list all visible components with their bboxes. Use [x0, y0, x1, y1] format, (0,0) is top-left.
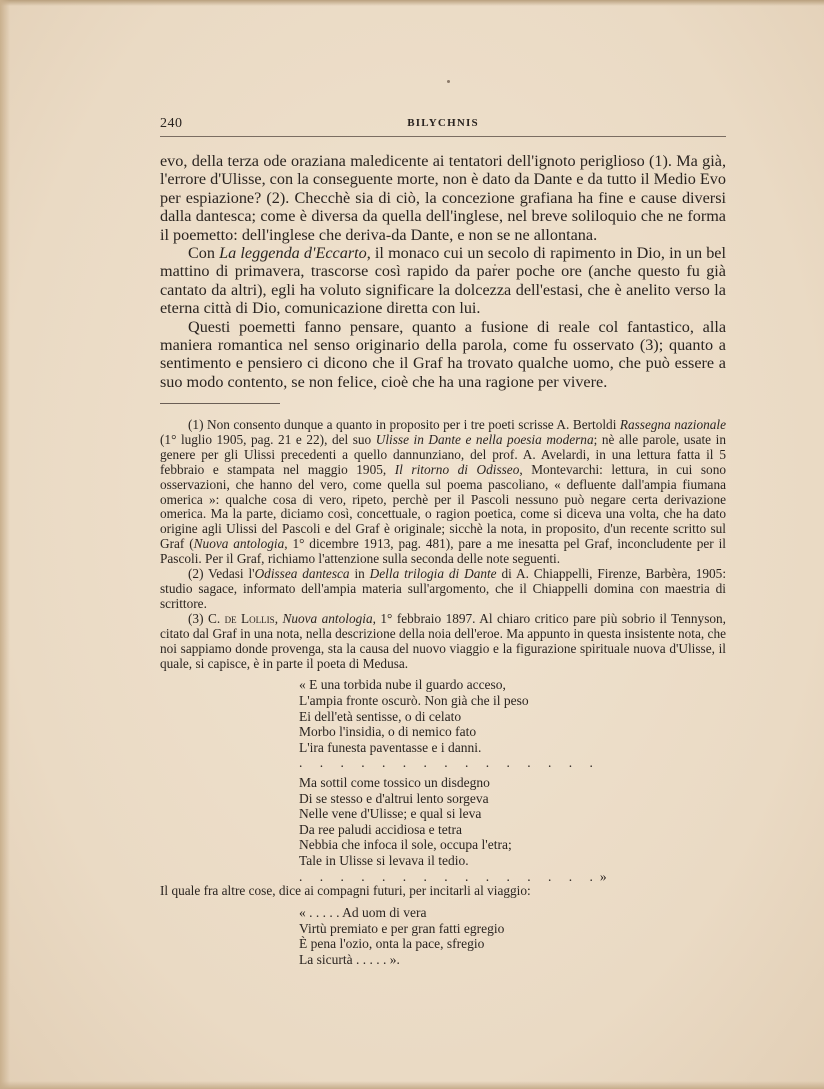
verse-line: Nelle vene d'Ulisse; e qual si leva: [299, 806, 482, 822]
work-title: Odissea dantesca: [254, 566, 350, 582]
paragraph: [160, 244, 726, 318]
text-run: (3) C.: [188, 610, 225, 626]
page-edge-shadow-left: [0, 0, 10, 1089]
verse-line: « . . . . . Ad uom di vera: [299, 905, 427, 921]
poem-intro: Il quale fra altre cose, dice ai compagni futuri, per incitarli al viaggio:: [160, 883, 531, 899]
verse-line: È pena l'ozio, onta la pace, sfregio: [299, 936, 485, 952]
verse-line: Tale in Ulisse si levava il tedio.: [299, 852, 469, 868]
verse-line: Di se stesso e d'altrui lento sorgeva: [299, 790, 489, 806]
running-head: [160, 114, 726, 137]
work-title: Della trilogia di Dante: [369, 566, 497, 582]
text-run: (2) Vedasi l': [188, 566, 255, 582]
text-run: ; nè alle parole, usate in genere per gli Ulissi precedenti a quello dannunziano, del prof. A. Avelardi, in una lettura fatta il 5 febbraio e stampata nel maggio 1905,: [160, 431, 726, 477]
text-run: , 1° febbraio 1897. Al chiaro critico pare più sobrio il Tennyson, citato dal Graf in una nota, nella descrizione della noia dell'eroe. Ma appunto in questa insistente nota, che noi sappiamo donde provenga, sta la causa del nuovo viaggio e la figurazione spirituale nuova d'Ulisse, il quale, si capisce, è in parte il poeta di Medusa.: [160, 610, 726, 671]
text-run: Con: [188, 244, 220, 263]
footnotes: [160, 418, 726, 967]
author-name: de Lollis: [224, 610, 275, 626]
paragraph: Questi poemetti fanno pensare, quanto a fusione di reale col fantastico, alla maniera romantica nel senso originario della parola, come fu osservato (3); quanto a sentimento e pensiero ci dicono che il Graf ha trovato qualche uomo, che può essere a suo modo contento, se non felice, cioè che ha una ragione per vivere.: [160, 317, 726, 391]
work-title: Nuova antologia: [193, 536, 285, 552]
text-run: (1° luglio 1905, pag. 21 e 22), del suo: [160, 431, 376, 447]
verse-line: Ei dell'età sentisse, o di celato: [299, 708, 462, 724]
verse-line: Da ree paludi accidiosa e tetra: [299, 821, 463, 837]
poem-quote-2: [299, 905, 726, 967]
text-run: di A. Chiappelli, Firenze, Barbèra, 1905: studio sagace, informato dell'ampia materia sull'argomento, che il Chiappelli domina con maestria di scrittore.: [160, 566, 727, 611]
footnote-1: [160, 418, 726, 567]
text-run: in: [349, 566, 370, 582]
verse-line: L'ampia fronte oscurò. Non già che il peso: [299, 693, 529, 708]
verse-line: Morbo l'insidia, o di nemico fato: [299, 724, 477, 740]
work-title: Rassegna nazionale: [619, 417, 726, 432]
text-run: ,: [274, 610, 283, 626]
verse-line: La sicurtà . . . . . ».: [299, 951, 400, 967]
verse-line: Nebbia che infoca il sole, occupa l'etra;: [299, 837, 512, 853]
work-title: Nuova antologia: [282, 610, 373, 626]
footnote-2: [160, 567, 726, 612]
verse-line: L'ira funesta paventasse e i danni.: [299, 739, 482, 755]
poem-quote-1: [299, 677, 726, 884]
verse-line: « E una torbida nube il guardo acceso,: [299, 677, 506, 693]
page-number: 240: [160, 116, 183, 131]
text-run: , Montevarchi: lettura, in cui sono osservazioni, che hanno del vero, come quella sul poema pascoliano, « defluente dall'ampia fiumana omerica »: qualche cosa di vero, ripeto, perchè per il Pascoli nessuno può negare certa derivazione omerica. Ma la parte, diciamo così, concettuale, o ragion poetica, come si diceva una volta, che ha dato origine agli Ulissi del Pascoli e del Graf è originale; sicchè la nota, in proposito, d'un recente scritto sul Graf (: [160, 461, 727, 552]
verse-line: Virtù premiato e per gran fatti egregio: [299, 920, 505, 936]
text-run: , il monaco cui un secolo di rapimento in Dio, in un bel mattino di primavera, trascorse così rapido da parer poche ore (anche questo fu già cantato da altri), egli ha voluto significare la dolcezza dell'estasi, che è anelito verso la eterna città di Dio, comunicazione diretta con lui.: [160, 244, 726, 318]
footnote-3: [160, 612, 726, 672]
footnote-separator: [160, 403, 280, 404]
work-title: La leggenda d'Eccarto: [219, 244, 367, 263]
journal-title: BILYCHNIS: [407, 117, 479, 129]
text-run: , 1° dicembre 1913, pag. 481), pare a me inesatta pel Graf, inconcludente per il Pascoli. Per il Graf, richiamo l'attenzione sulla seconda delle note seguenti.: [160, 536, 726, 567]
paper-speck: [447, 80, 450, 83]
ellipsis-line: . . . . . . . . . . . . . . .: [299, 755, 600, 771]
verse-line: Ma sottil come tossico un disdegno: [299, 774, 490, 790]
text-run: (1) Non consento dunque a quanto in proposito per i tre poeti scrisse A. Bertoldi: [188, 417, 620, 432]
paragraph: evo, della terza ode oraziana maledicente ai tentatori dell'ignoto periglioso (1). Ma già, l'errore d'Ulisse, con la conseguente morte, non è dato da Dante e da tutto il Medio Evo per espiazione? (2). Checchè sia di ciò, la concezione grafiana ha fine e cause diversi dalla dantesca; come è diversa da quella dell'inglese, nel breve soliloquio che ne forma il poemetto: dell'inglese che deriva-da Dante, e non se ne allontana.: [160, 152, 726, 244]
ellipsis-line: . . . . . . . . . . . . . . .»: [299, 868, 614, 884]
page-edge-shadow-bottom: [0, 1081, 824, 1089]
main-text: [160, 152, 726, 391]
page-edge-shadow-top: [0, 0, 824, 6]
work-title: Ulisse in Dante e nella poesia moderna: [375, 431, 594, 447]
work-title: Il ritorno di Odisseo: [394, 461, 520, 477]
